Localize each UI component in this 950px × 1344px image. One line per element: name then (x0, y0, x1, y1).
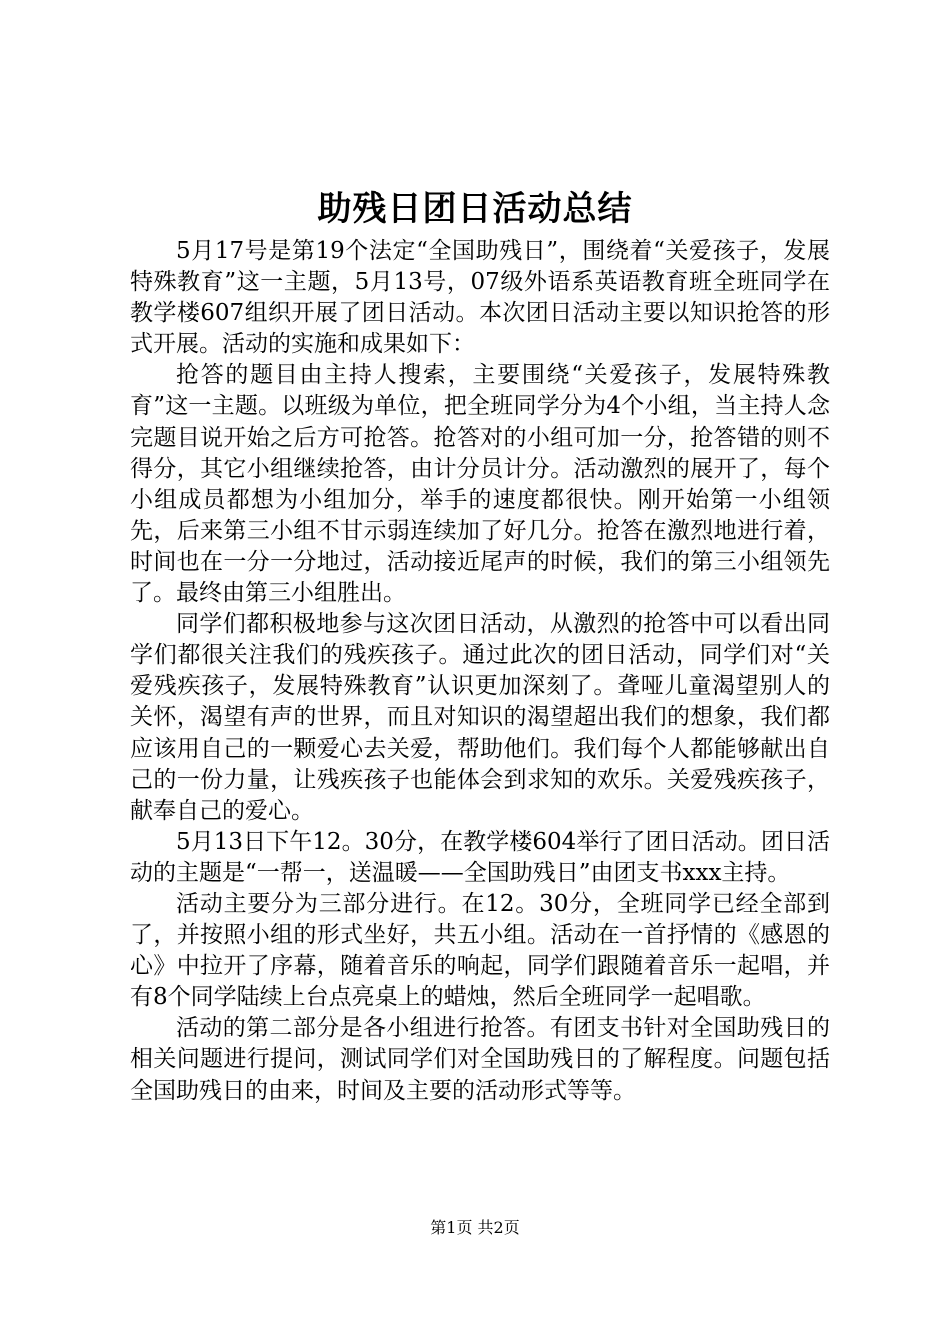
paragraph: 活动主要分为三部分进行。在12。30分，全班同学已经全部到了，并按照小组的形式坐好，共五小组。活动在一首抒情的《感恩的心》中拉开了序幕，随着音乐的响起，同学们跟随着音乐一起唱，并有8个同学陆续上台点亮桌上的蜡烛，然后全班同学一起唱歌。 (130, 890, 830, 1011)
paragraph: 5月13日下午12。30分，在教学楼604举行了团日活动。团日活动的主题是“一帮一，送温暖——全国助残日”由团支书xxx主持。 (130, 828, 830, 886)
paragraph: 活动的第二部分是各小组进行抢答。有团支书针对全国助残日的相关问题进行提问，测试同学们对全国助残日的了解程度。问题包括全国助残日的由来，时间及主要的活动形式等等。 (130, 1015, 830, 1104)
document-body (130, 236, 830, 1107)
document-title: 助残日团日活动总结 (317, 189, 633, 229)
page-number: 第1页 共2页 (430, 1218, 520, 1237)
page-footer (0, 1216, 950, 1240)
paragraph: 同学们都积极地参与这次团日活动，从激烈的抢答中可以看出同学们都很关注我们的残疾孩子。通过此次的团日活动，同学们对“关爱残疾孩子，发展特殊教育”认识更加深刻了。聋哑儿童渴望别人的关怀，渴望有声的世界，而且对知识的渴望超出我们的想象，我们都应该用自己的一颗爱心去关爱，帮助他们。我们每个人都能够献出自己的一份力量，让残疾孩子也能体会到求知的欢乐。关爱残疾孩子，献奉自己的爱心。 (130, 611, 830, 824)
paragraph: 抢答的题目由主持人搜索，主要围绕“关爱孩子，发展特殊教育”这一主题。以班级为单位，把全班同学分为4个小组，当主持人念完题目说开始之后方可抢答。抢答对的小组可加一分，抢答错的则不得分，其它小组继续抢答，由计分员计分。活动激烈的展开了，每个小组成员都想为小组加分，举手的速度都很快。刚开始第一小组领先，后来第三小组不甘示弱连续加了好几分。抢答在激烈地进行着，时间也在一分一分地过，活动接近尾声的时候，我们的第三小组领先了。最终由第三小组胜出。 (130, 362, 830, 607)
paragraph: 5月17号是第19个法定“全国助残日”，围绕着“关爱孩子，发展特殊教育”这一主题，5月13号，07级外语系英语教育班全班同学在教学楼607组织开展了团日活动。本次团日活动主要以知识抢答的形式开展。活动的实施和成果如下： (130, 238, 830, 358)
